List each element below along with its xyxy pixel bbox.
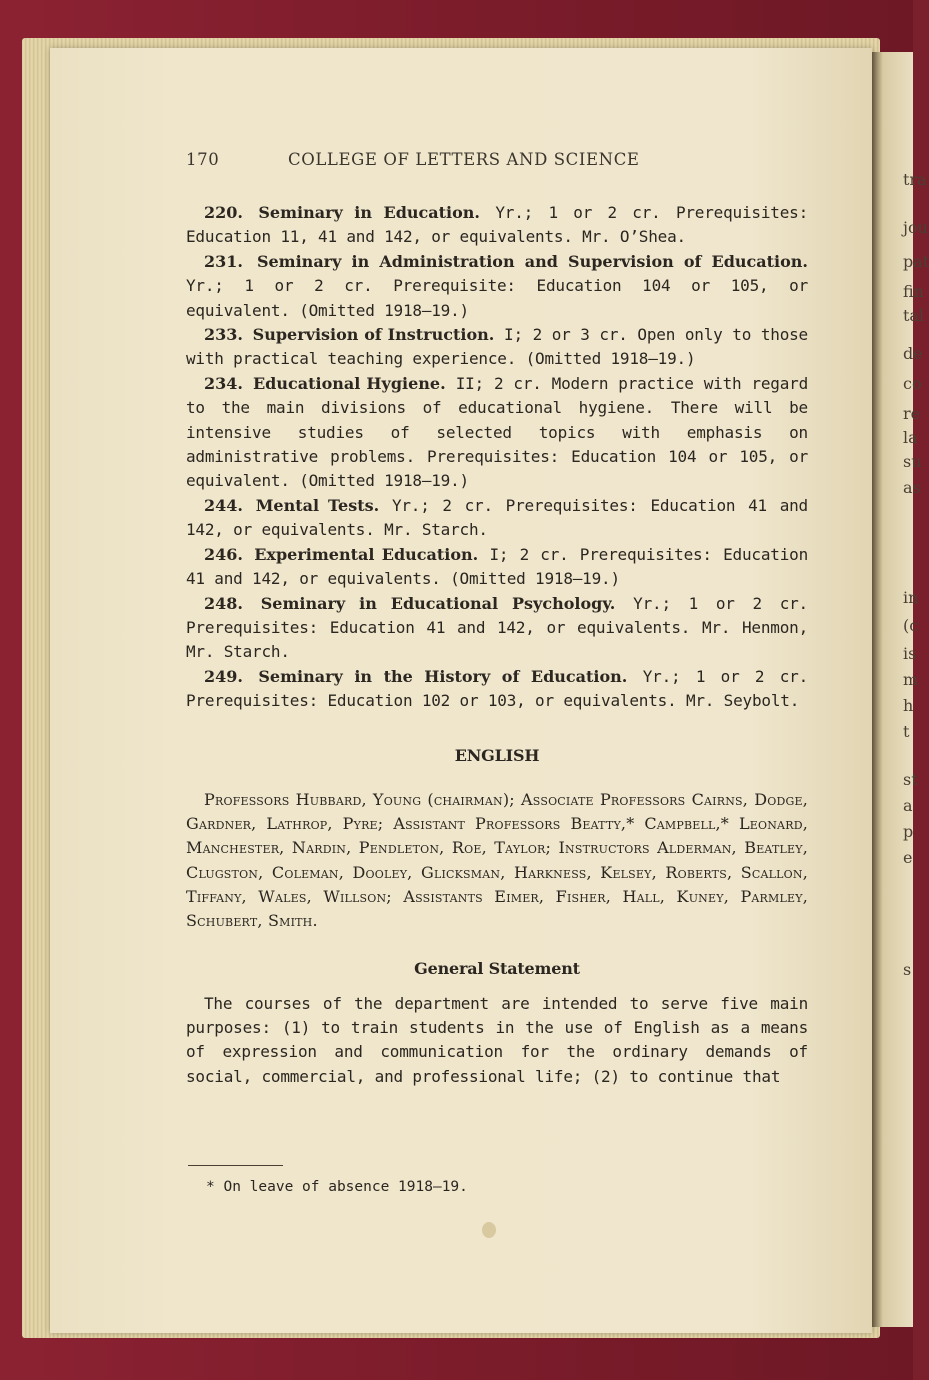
- facing-page-fragment: la: [903, 428, 918, 447]
- footnote: * On leave of absence 1918–19.: [206, 1179, 468, 1195]
- course-entry: [186, 201, 808, 250]
- course-number: 231.: [204, 251, 243, 271]
- course-title: Mental Tests.: [255, 495, 380, 515]
- course-entry: [186, 665, 808, 714]
- facing-page-fragment: is: [903, 644, 917, 663]
- facing-page-fragment: e: [903, 848, 913, 867]
- course-description: I; 2 cr. Prerequisites: Education 41 and 142, or equivalents. (Omitted 1918–19.): [186, 544, 808, 589]
- page-number: 170: [186, 150, 220, 169]
- facing-page-fragment: co: [903, 374, 922, 393]
- course-entry: [186, 372, 808, 494]
- facing-page-fragment: (c: [903, 616, 919, 635]
- course-title: Seminary in the History of Education.: [258, 666, 628, 686]
- course-number: 233.: [204, 325, 243, 345]
- course-description: Yr.; 2 cr. Prerequisites: Education 41 and 142, or equivalents. Mr. Starch.: [186, 495, 808, 540]
- facing-page-fragment: m: [903, 670, 919, 689]
- facing-page-fragment: p: [903, 822, 914, 841]
- course-description: Yr.; 1 or 2 cr. Prerequisite: Education 104 or 105, or equivalent. (Omitted 1918–19.): [186, 276, 808, 320]
- course-number: 248.: [204, 593, 243, 613]
- course-list: [186, 201, 808, 714]
- course-description: Yr.; 1 or 2 cr. Prerequisites: Education 11, 41 and 142, or equivalents. Mr. O’Shea.: [186, 203, 809, 247]
- faculty-list: Professors Hubbard, Young (chairman); Associate Professors Cairns, Dodge, Gardner, Lathrop, Pyre; Assistant Professors Beatty,* Campbell,* Leonard, Manchester, Nardin, Pendleton, Roe, Taylor; Instructors Alderman, Beatley, Clugston, Coleman, Dooley, Glicksman, Harkness, Kelsey, Roberts, Scallon, Tiffany, Wales, Willson; Assistants Eimer, Fisher, Hall, Kuney, Parmley, Schubert, Smith.: [186, 789, 808, 930]
- course-number: 244.: [204, 495, 243, 515]
- facing-page-fragment: h: [903, 696, 914, 715]
- facing-page-fragment: jou: [903, 218, 928, 237]
- page-body: [186, 201, 808, 1089]
- course-number: 234.: [204, 373, 243, 393]
- course-entry: [186, 323, 808, 372]
- facing-page-fragment: in: [903, 588, 919, 607]
- course-entry: [186, 543, 808, 592]
- course-entry: [186, 250, 808, 323]
- course-title: Experimental Education.: [254, 544, 479, 564]
- facing-page-fragment: s: [903, 960, 912, 979]
- course-description: Yr.; 1 or 2 cr. Prerequisites: Education 102 or 103, or equivalents. Mr. Seybolt.: [186, 666, 809, 711]
- course-title: Seminary in Education.: [258, 203, 480, 222]
- facing-page-fragment: de: [903, 344, 923, 363]
- course-description: I; 2 or 3 cr. Open only to those with practical teaching experience. (Omitted 1918–19.): [186, 325, 808, 369]
- facing-page-fragment: re: [903, 404, 921, 423]
- course-title: Seminary in Administration and Supervision of Education.: [256, 251, 808, 271]
- facing-page-fragment: as: [903, 478, 921, 497]
- facing-page-fragment: tra: [903, 170, 927, 189]
- course-title: Seminary in Educational Psychology.: [260, 593, 616, 613]
- course-number: 220.: [204, 203, 243, 222]
- facing-page-edge: [870, 52, 929, 1327]
- section-heading-english: ENGLISH: [454, 745, 540, 765]
- course-title: Educational Hygiene.: [252, 373, 446, 393]
- course-entry: [186, 494, 808, 543]
- facing-page-fragment: st: [903, 770, 918, 789]
- paper-blemish: [482, 1222, 496, 1238]
- course-description: II; 2 cr. Modern practice with regard to the main divisions of educational hygiene. There will be intensive studies of selected topics with emphasis on administrative problems. Prerequisites: Education 104 or 105, or equivalent. (Omitted 1918–19.): [186, 373, 809, 491]
- course-number: 249.: [204, 666, 243, 686]
- facing-page-fragment: pat: [903, 252, 929, 271]
- course-description: Yr.; 1 or 2 cr. Prerequisites: Education 41 and 142, or equivalents. Mr. Henmon, Mr. Starch.: [186, 593, 808, 662]
- facing-page-fragment: tal: [903, 306, 925, 325]
- facing-page-fragment: a: [903, 796, 913, 815]
- course-title: Supervision of Instruction.: [252, 325, 495, 345]
- facing-page-fragment: t: [903, 722, 910, 741]
- general-statement: The courses of the department are intended to serve five main purposes: (1) to train students in the use of English as a means of expression and communication for the ordinary demands of social, commercial, and professional life; (2) to continue that: [186, 993, 808, 1086]
- facing-page-fragment: fin: [903, 282, 924, 301]
- facing-page-fragment: su: [903, 452, 922, 471]
- subheading-general-statement: General Statement: [414, 959, 580, 979]
- running-title: COLLEGE OF LETTERS AND SCIENCE: [288, 150, 640, 169]
- course-entry: [186, 592, 808, 665]
- footnote-rule: [188, 1165, 283, 1166]
- course-number: 246.: [204, 544, 243, 564]
